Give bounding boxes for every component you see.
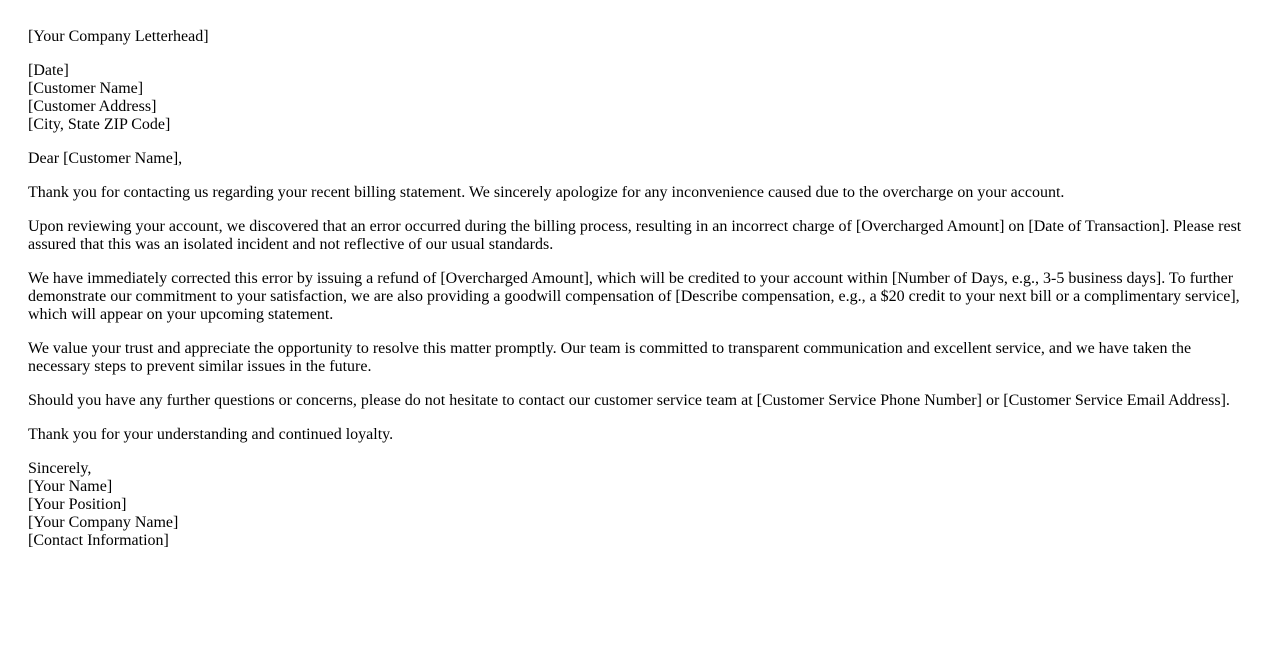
body-paragraph-error: Upon reviewing your account, we discovered that an error occurred during the billing process, resulting in an incorrect charge of [Overcharged Amount] on [Date of Transaction]. Please rest assured that this was an isolated incident and not reflective of our usual standards. (28, 218, 1242, 253)
letterhead-text: [Your Company Letterhead] (28, 28, 209, 45)
salutation: Dear [Customer Name], (28, 150, 183, 167)
sender-name: [Your Name] (28, 478, 113, 495)
body-paragraph-loyalty: Thank you for your understanding and continued loyalty. (28, 426, 394, 443)
valediction: Sincerely, (28, 460, 92, 477)
letterhead (28, 28, 1250, 46)
customer-name: [Customer Name] (28, 80, 144, 97)
body-paragraph-refund: We have immediately corrected this error by issuing a refund of [Overcharged Amount], which will be credited to your account within [Number of Days, e.g., 3-5 business days]. To further demonstrate our commitment to your satisfaction, we are also providing a goodwill compensation of [Describe compensation, e.g., a $20 credit to your next bill or a complimentary service], which will appear on your upcoming statement. (28, 270, 1240, 323)
body-paragraph-thanks: Thank you for contacting us regarding your recent billing statement. We sincerely apologize for any inconvenience caused due to the overcharge on your account. (28, 184, 1065, 201)
body-paragraph-trust: We value your trust and appreciate the opportunity to resolve this matter promptly. Our team is committed to transparent communication and excellent service, and we have taken the necessary steps to prevent similar issues in the future. (28, 340, 1192, 375)
body-paragraph-contact: Should you have any further questions or concerns, please do not hesitate to contact our customer service team at [Customer Service Phone Number] or [Customer Service Email Address]. (28, 392, 1230, 409)
customer-address: [Customer Address] (28, 98, 157, 115)
sender-position: [Your Position] (28, 496, 127, 513)
customer-city-state-zip: [City, State ZIP Code] (28, 116, 171, 133)
sender-contact: [Contact Information] (28, 532, 169, 549)
signature-block (28, 460, 1250, 550)
sender-company: [Your Company Name] (28, 514, 179, 531)
letter-date: [Date] (28, 62, 69, 79)
recipient-block (28, 62, 1250, 134)
